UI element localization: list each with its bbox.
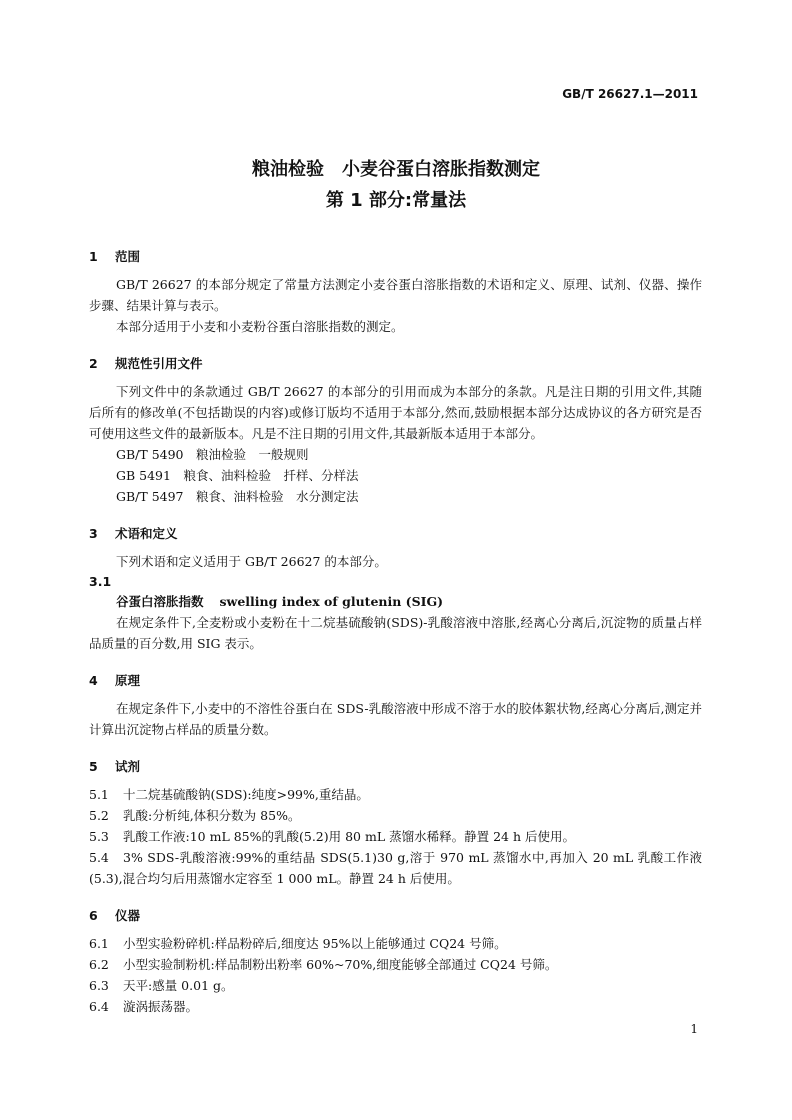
list-item [89,954,702,975]
clause-number: 3.1 [89,574,112,589]
section-title: 仪器 [115,908,141,923]
section-title: 试剂 [115,759,141,774]
term-english: swelling index of glutenin (SIG) [219,594,444,609]
item-text: 乳酸工作液:10 mL 85%的乳酸(5.2)用 80 mL 蒸馏水稀释。静置 24 h 后使用。 [123,829,575,844]
document-subtitle: 第 1 部分:常量法 [325,190,467,211]
section-title: 范围 [115,249,141,264]
section-heading-normative-references [89,355,702,373]
paragraph: 本部分适用于小麦和小麦粉谷蛋白溶胀指数的测定。 [116,319,404,334]
list-item [89,847,702,889]
section-number: 4 [89,673,98,688]
item-number: 5.4 [89,850,109,865]
list-item [89,975,702,996]
item-text: 小型实验制粉机:样品制粉出粉率 60%~70%,细度能够全部通过 CQ24 号筛。 [123,957,558,972]
list-item [89,933,702,954]
section-heading-apparatus [89,907,702,925]
item-text: 小型实验粉碎机:样品粉碎后,细度达 95%以上能够通过 CQ24 号筛。 [123,936,507,951]
section-heading-terms [89,525,702,543]
item-number: 6.2 [89,957,109,972]
section-title: 术语和定义 [115,526,178,541]
section-number: 3 [89,526,98,541]
item-text: 十二烷基硫酸钠(SDS):纯度>99%,重结晶。 [123,787,369,802]
list-item [89,784,702,805]
section-title: 规范性引用文件 [115,356,203,371]
section-number: 5 [89,759,98,774]
section-number: 2 [89,356,98,371]
reference-item: GB/T 5490 粮油检验 一般规则 [116,447,309,462]
section-heading-principle [89,672,702,690]
document-body [89,248,702,1017]
term-entry [89,591,702,612]
section-heading-scope [89,248,702,266]
document-title: 粮油检验 小麦谷蛋白溶胀指数测定 [252,159,540,180]
item-text: 乳酸:分析纯,体积分数为 85%。 [123,808,301,823]
section-number: 6 [89,908,98,923]
item-number: 5.2 [89,808,109,823]
page-number: 1 [690,1022,698,1036]
item-number: 5.3 [89,829,109,844]
section-title: 原理 [115,673,141,688]
paragraph: 在规定条件下,小麦中的不溶性谷蛋白在 SDS-乳酸溶液中形成不溶于水的胶体絮状物,经离心分离后,测定并计算出沉淀物占样品的质量分数。 [89,701,702,737]
list-item [89,805,702,826]
section-number: 1 [89,249,98,264]
reference-item: GB 5491 粮食、油料检验 扦样、分样法 [116,468,359,483]
item-number: 6.1 [89,936,109,951]
standard-code: GB/T 26627.1—2011 [562,87,698,101]
section-heading-reagents [89,758,702,776]
paragraph: GB/T 26627 的本部分规定了常量方法测定小麦谷蛋白溶胀指数的术语和定义、原理、试剂、仪器、操作步骤、结果计算与表示。 [89,277,702,313]
item-number: 6.3 [89,978,109,993]
reference-item: GB/T 5497 粮食、油料检验 水分测定法 [116,489,359,504]
term-chinese: 谷蛋白溶胀指数 [116,594,204,609]
item-text: 天平:感量 0.01 g。 [123,978,234,993]
item-text: 漩涡振荡器。 [123,999,199,1014]
list-item [89,996,702,1017]
list-item [89,826,702,847]
term-definition: 在规定条件下,全麦粉或小麦粉在十二烷基硫酸钠(SDS)-乳酸溶液中溶胀,经离心分离后,沉淀物的质量占样品质量的百分数,用 SIG 表示。 [89,615,702,651]
paragraph: 下列文件中的条款通过 GB/T 26627 的本部分的引用而成为本部分的条款。凡是注日期的引用文件,其随后所有的修改单(不包括勘误的内容)或修订版均不适用于本部分,然而,鼓励根据本部分达成协议的各方研究是否可使用这些文件的最新版本。凡是不注日期的引用文件,其最新版本适用于本部分。 [89,384,702,441]
paragraph: 下列术语和定义适用于 GB/T 26627 的本部分。 [116,554,387,569]
item-text: 3% SDS-乳酸溶液:99%的重结晶 SDS(5.1)30 g,溶于 970 mL 蒸馏水中,再加入 20 mL 乳酸工作液(5.3),混合均匀后用蒸馏水定容至 1 000 mL。静置 24 h 后使用。 [89,850,702,886]
item-number: 6.4 [89,999,109,1014]
item-number: 5.1 [89,787,109,802]
